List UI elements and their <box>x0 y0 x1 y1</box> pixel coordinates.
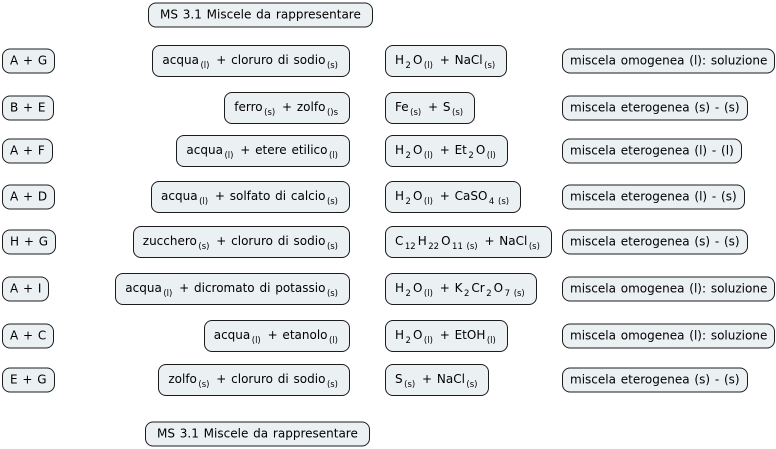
mixture-name-box: acqua $_{(l)}$ + etanolo $_{(l)}$ <box>204 320 350 352</box>
pair-code-box: B + E <box>2 96 54 121</box>
pair-code-box: A + F <box>2 139 53 164</box>
mixture-type-box: miscela omogenea (l): soluzione <box>562 49 775 74</box>
mixture-type-box: miscela eterogenea (s) - (s) <box>562 368 748 393</box>
pair-code-box: A + C <box>2 324 54 349</box>
mixture-type-box: miscela eterogenea (l) - (l) <box>562 139 742 164</box>
mixture-type-box: miscela omogenea (l): soluzione <box>562 324 775 349</box>
formula-box: H $_2$ O $_{(l)}$ + CaSO $_{4 (s)}$ <box>385 181 521 213</box>
mixture-name-box: acqua $_{(l)}$ + dicromato di potassio $_{(s)}$ <box>115 273 350 305</box>
mixture-type-box: miscela eterogenea (s) - (s) <box>562 96 748 121</box>
formula-box: C $_{12}$ H $_{22}$ O $_{11 (s)}$ + NaCl $_{(s)}$ <box>385 226 552 258</box>
formula-box: H $_2$ O $_{(l)}$ + K $_2$ Cr $_2$ O $_{7 (s)}$ <box>385 273 537 305</box>
mixture-name-box: ferro $_{(s)}$ + zolfo $_{()s}$ <box>224 92 350 124</box>
pair-code-box: A + G <box>2 49 55 74</box>
mixture-name-box: zucchero $_{(s)}$ + cloruro di sodio $_{(s)}$ <box>133 226 350 258</box>
mixture-type-box: miscela omogenea (l): soluzione <box>562 277 775 302</box>
map-title-bottom: MS 3.1 Miscele da rappresentare <box>145 422 370 447</box>
formula-box: Fe $_{(s)}$ + S $_{(s)}$ <box>385 92 475 124</box>
mixture-name-box: acqua $_{(l)}$ + solfato di calcio $_{(s)}$ <box>151 181 350 213</box>
formula-box: H $_2$ O $_{(l)}$ + NaCl $_{(s)}$ <box>385 45 507 77</box>
mixture-name-box: acqua $_{(l)}$ + cloruro di sodio $_{(s)}$ <box>152 45 350 77</box>
formula-box: H $_2$ O $_{(l)}$ + EtOH $_{(l)}$ <box>385 320 508 352</box>
pair-code-box: A + D <box>2 185 55 210</box>
pair-code-box: H + G <box>2 230 56 255</box>
mixture-type-box: miscela eterogenea (s) - (s) <box>562 230 748 255</box>
mixture-name-box: zolfo $_{(s)}$ + cloruro di sodio $_{(s)}$ <box>158 364 350 396</box>
formula-box: H $_2$ O $_{(l)}$ + Et $_2$ O $_{(l)}$ <box>385 135 508 167</box>
mixture-type-box: miscela eterogenea (l) - (s) <box>562 185 745 210</box>
pair-code-box: E + G <box>2 368 55 393</box>
formula-box: S $_{(s)}$ + NaCl $_{(s)}$ <box>385 364 489 396</box>
mixture-name-box: acqua $_{(l)}$ + etere etilico $_{(l)}$ <box>176 135 350 167</box>
pair-code-box: A + I <box>2 277 49 302</box>
map-title-top: MS 3.1 Miscele da rappresentare <box>148 3 373 28</box>
